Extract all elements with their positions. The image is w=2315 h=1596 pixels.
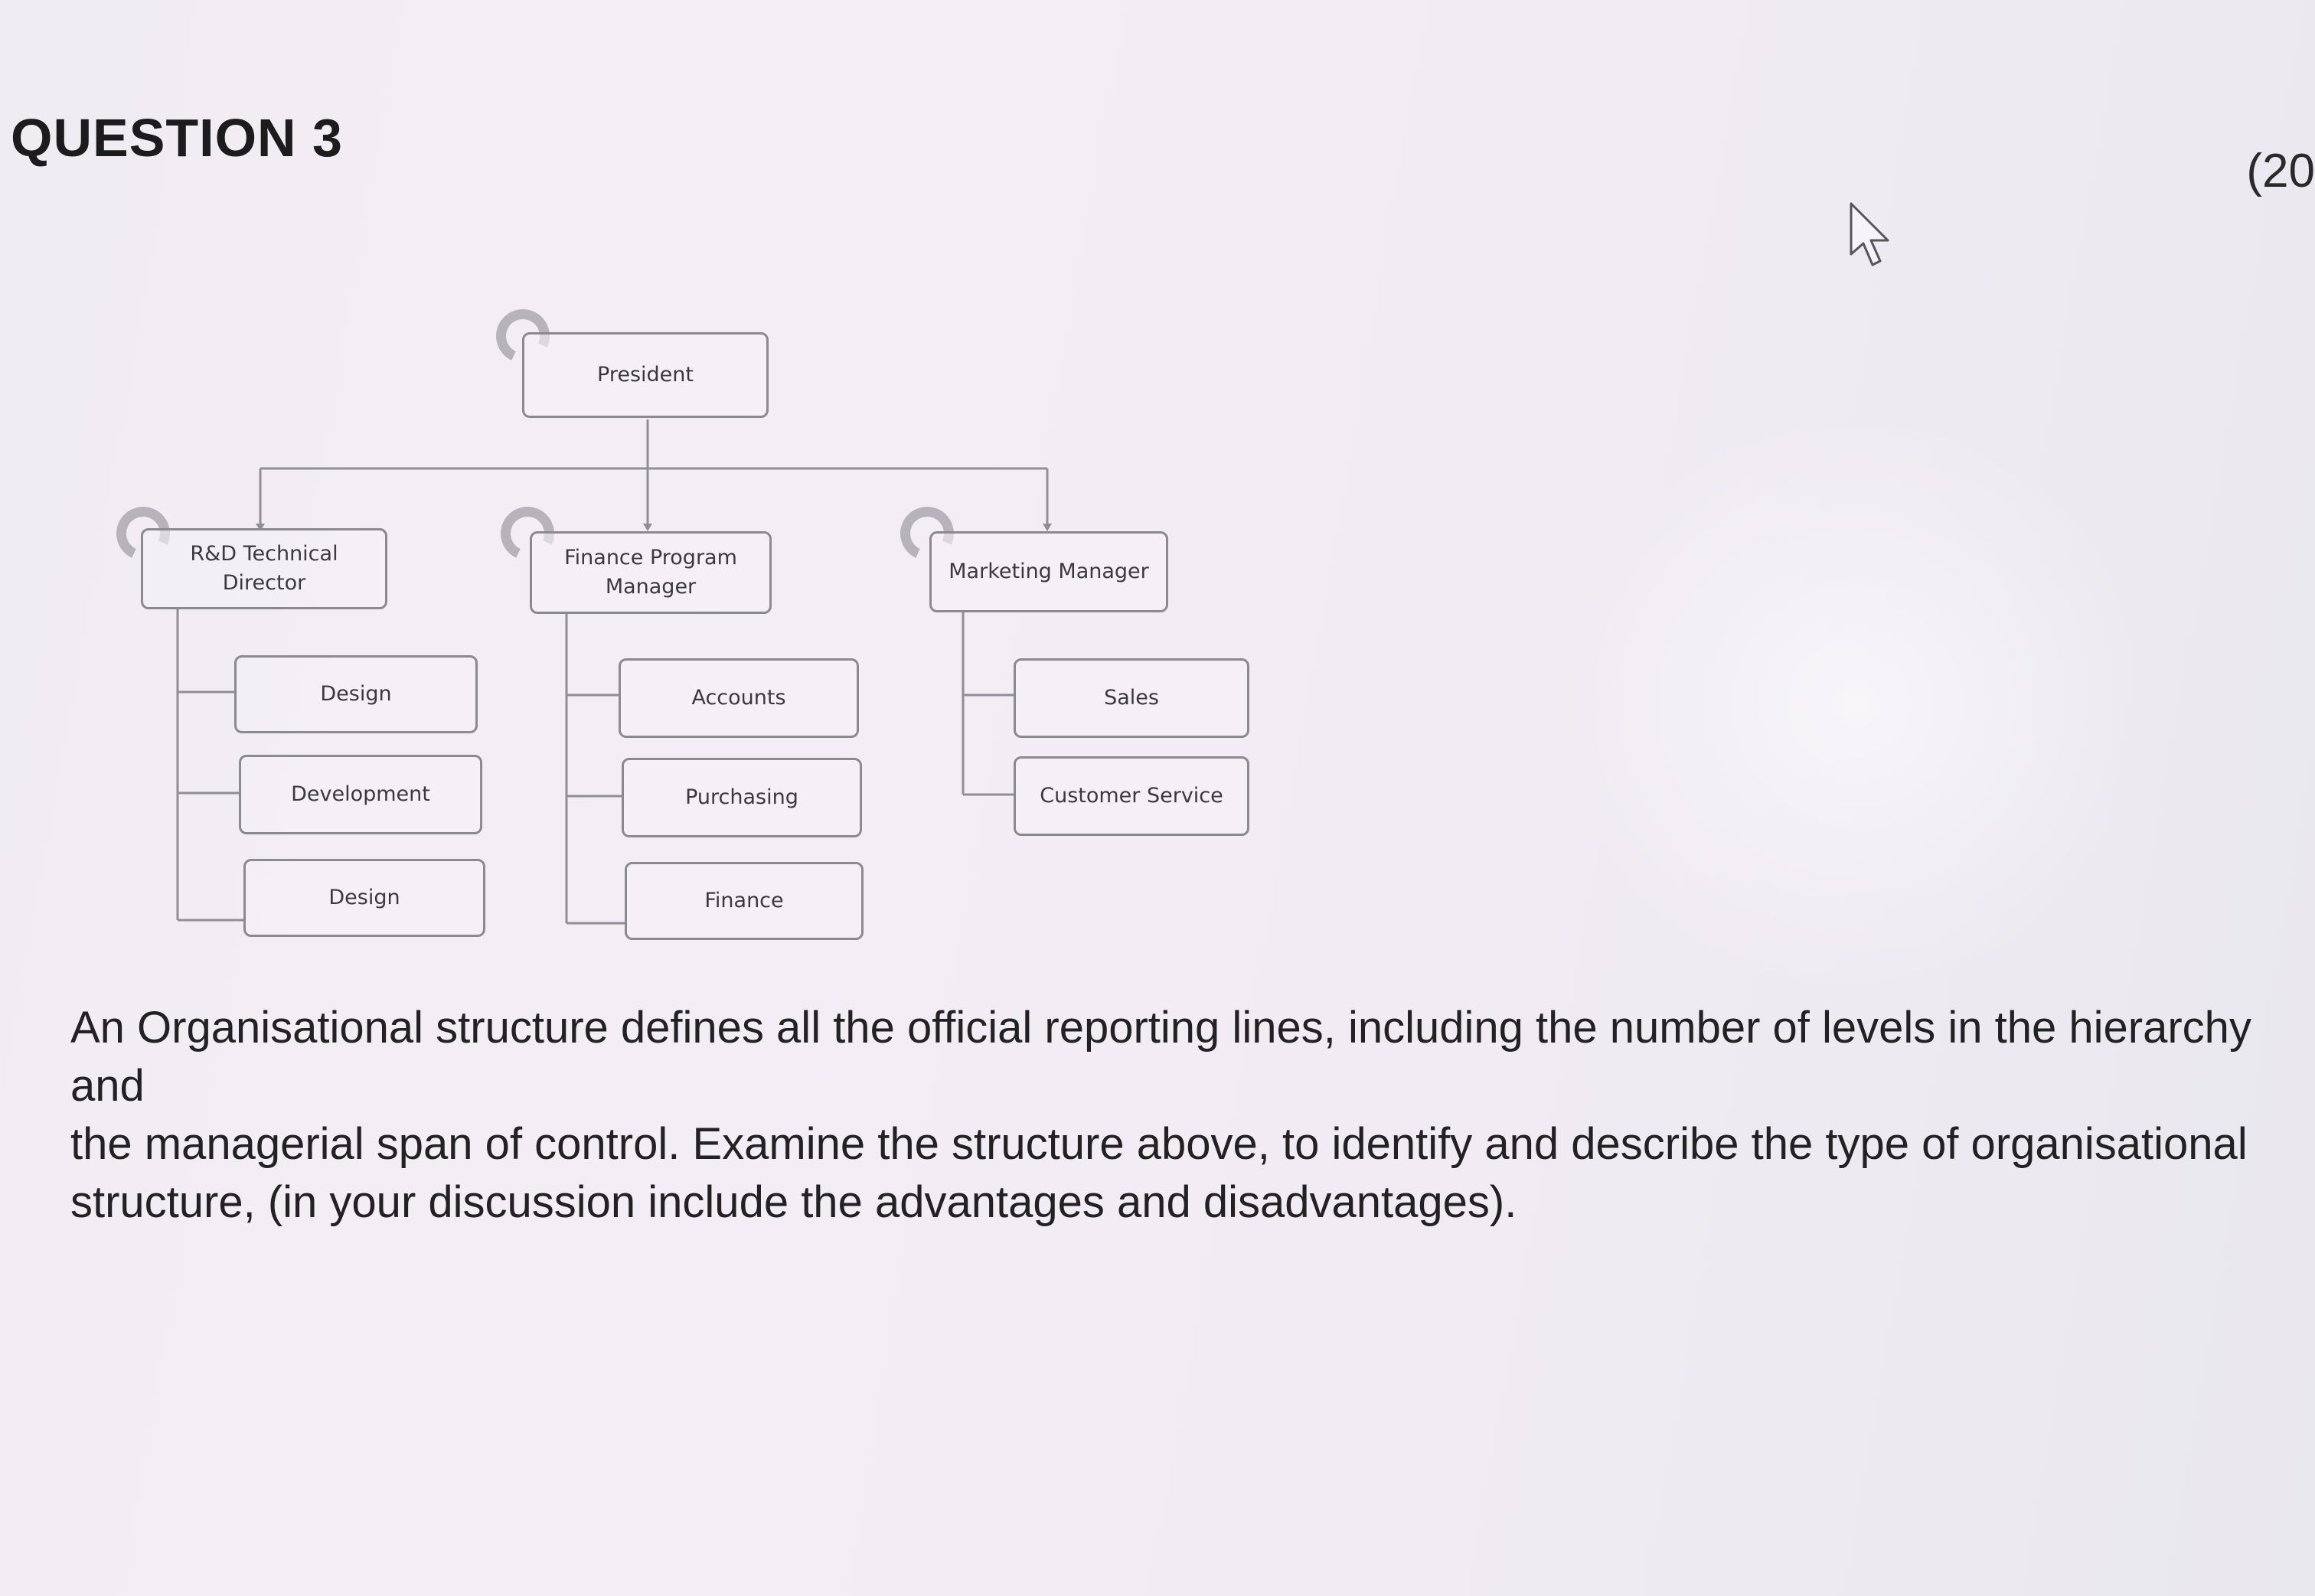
question-marks: (20 [2246, 145, 2315, 197]
org-node-purchasing: Purchasing [622, 758, 862, 837]
question-text [70, 999, 2291, 1232]
org-node-marketing-manager: Marketing Manager [929, 531, 1168, 612]
org-node-accounts: Accounts [619, 658, 859, 738]
org-node-design: Design [234, 655, 478, 733]
org-node-customer-service: Customer Service [1014, 756, 1249, 836]
org-node-rd-technical-director: R&D Technical Director [141, 528, 387, 609]
org-node-design: Design [243, 859, 485, 937]
question-text-line: the managerial span of control. Examine the structure above, to identify and describe the type of organisational [70, 1119, 2248, 1169]
question-text-line: structure, (in your discussion include the advantages and disadvantages). [70, 1177, 1517, 1227]
org-node-sales: Sales [1014, 658, 1249, 738]
org-node-finance-program-manager: Finance Program Manager [530, 531, 772, 614]
org-node-president: President [522, 332, 769, 418]
question-heading: QUESTION 3 [11, 108, 343, 168]
org-node-finance: Finance [625, 862, 864, 940]
org-node-development: Development [239, 755, 482, 834]
question-text-line: An Organisational structure defines all the official reporting lines, including the number of levels in the hierarchy and [70, 1003, 2251, 1111]
